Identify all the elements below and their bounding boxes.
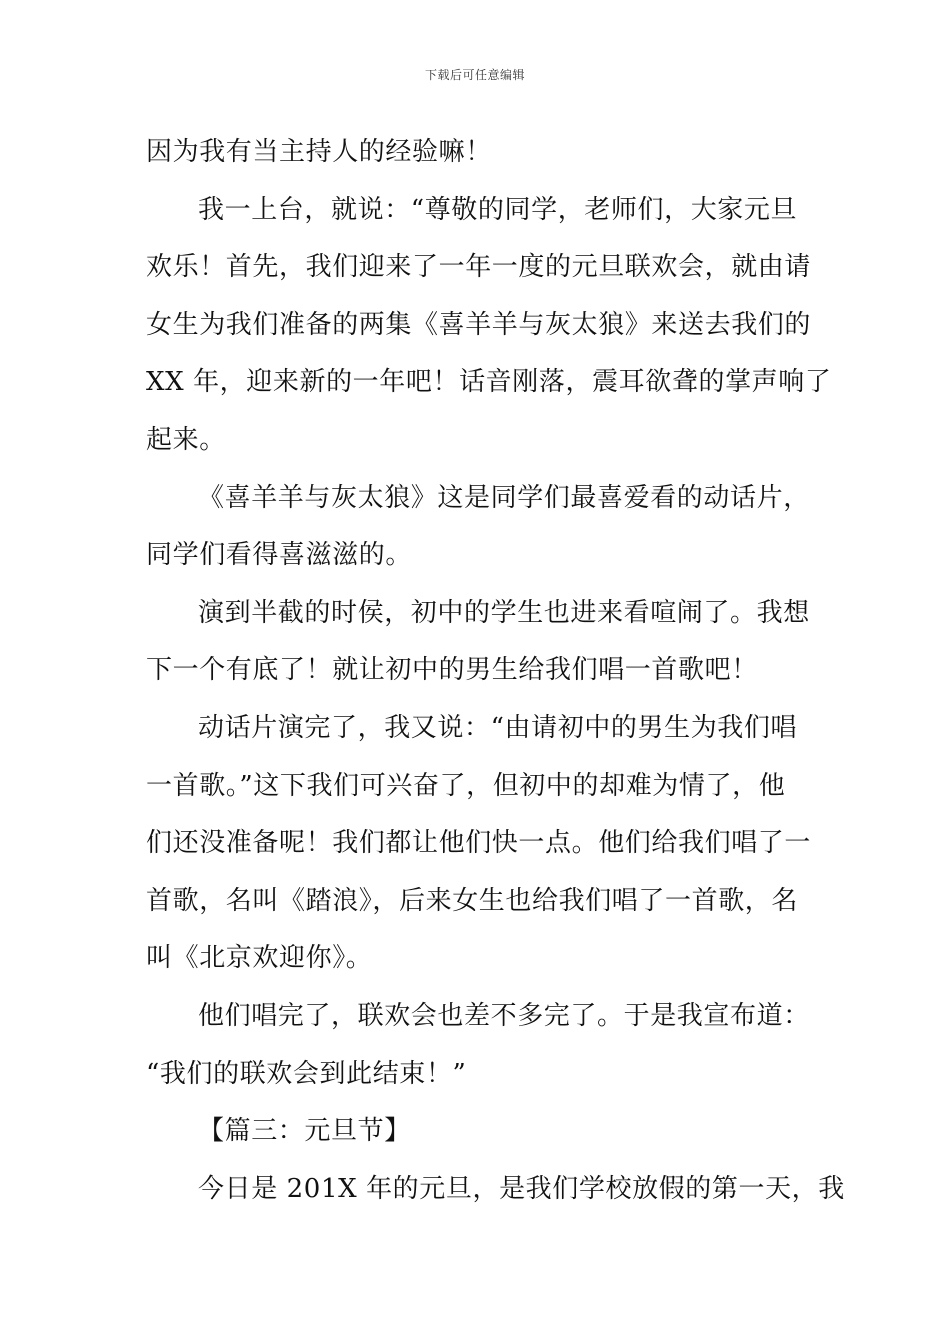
text-line: XX 年，迎来新的一年吧！话音刚落，震耳欲聋的掌声响了 [146, 367, 832, 398]
text-line: 叫《北京欢迎你》。 [146, 943, 373, 974]
text-line: 我一上台，就说：“尊敬的同学，老师们，大家元旦 [198, 194, 798, 225]
text-line: 他们唱完了，联欢会也差不多完了。于是我宣布道： [198, 1000, 810, 1031]
text-line: “我们的联欢会到此结束！” [146, 1058, 467, 1089]
text-line: 同学们看得喜滋滋的。 [146, 540, 413, 571]
text-line: 下一个有底了！就让初中的男生给我们唱一首歌吧！ [146, 655, 758, 686]
text-line: 首歌，名叫《踏浪》，后来女生也给我们唱了一首歌，名 [146, 885, 799, 916]
text-line: 动话片演完了，我又说：“由请初中的男生为我们唱 [198, 712, 798, 743]
text-line: 们还没准备呢！我们都让他们快一点。他们给我们唱了一 [146, 828, 812, 859]
text-line: 《喜羊羊与灰太狼》这是同学们最喜爱看的动话片， [198, 482, 810, 513]
text-line: 欢乐！首先，我们迎来了一年一度的元旦联欢会，就由请 [146, 252, 812, 283]
text-line: 今日是 201X 年的元旦，是我们学校放假的第一天，我 [198, 1173, 845, 1204]
text-line: 起来。 [146, 424, 226, 455]
text-line: 【篇三：元旦节】 [198, 1116, 411, 1147]
text-line: 女生为我们准备的两集《喜羊羊与灰太狼》来送去我们的 [146, 309, 812, 340]
page-header: 下载后可任意编辑 [424, 68, 525, 82]
document-body [146, 124, 845, 1218]
text-line: 一首歌。”这下我们可兴奋了，但初中的却难为情了，他 [146, 770, 786, 801]
text-line: 因为我有当主持人的经验嘛！ [146, 137, 492, 167]
text-line: 演到半截的时侯，初中的学生也进来看喧闹了。我想 [198, 597, 810, 628]
